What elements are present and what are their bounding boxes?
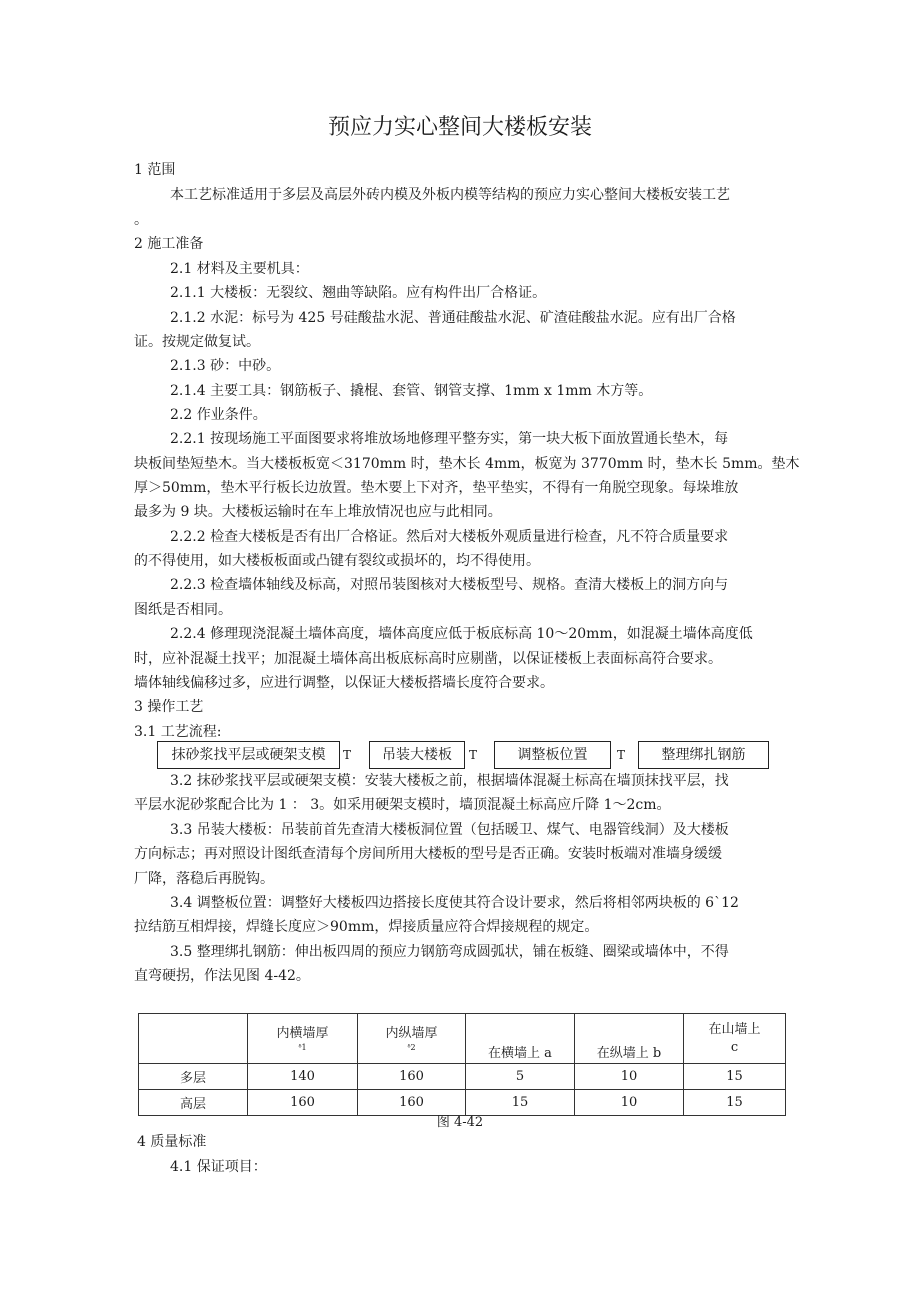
table-header-cell (466, 1014, 575, 1064)
table-row (139, 1064, 786, 1090)
paragraph-line: 厂降，落稳后再脱钩。 (134, 871, 274, 887)
subsection-heading: 4.1 保证项目： (170, 1159, 267, 1175)
table-header-cell (358, 1014, 466, 1064)
flow-step-adjusting: 调整板位置 (494, 741, 611, 769)
header-label: 内横墙厚 (276, 1025, 329, 1041)
table-cell: 10 (575, 1090, 684, 1116)
table-cell: 160 (358, 1064, 466, 1090)
paragraph-line: 墙体轴线偏移过多，应进行调整，以保证大楼板搭墙长度符合要求。 (134, 675, 554, 691)
table-row (139, 1090, 786, 1116)
paragraph-line: 本工艺标准适用于多层及高层外砖内模及外板内模等结构的预应力实心整间大楼板安装工艺 (170, 187, 730, 203)
table-cell: 10 (575, 1064, 684, 1090)
paragraph-line: 2.1.1 大楼板：无裂纹、翘曲等缺陷。应有构件出厂合格证。 (170, 285, 547, 301)
paragraph-line: 3.2 抹砂浆找平层或硬架支模：安装大楼板之前，根据墙体混凝土标高在墙顶抹找平层，找 (170, 773, 729, 789)
paragraph-line: 3.4 调整板位置：调整好大楼板四边搭接长度使其符合设计要求，然后将相邻两块板的 6`12 (170, 895, 739, 911)
table-header-cell (575, 1014, 684, 1064)
paragraph-line: 拉结筋互相焊接，焊缝长度应＞90mm，焊接质量应符合焊接规程的规定。 (134, 919, 599, 935)
subsection-heading: 2.2 作业条件。 (170, 407, 267, 423)
paragraph-line: 平层水泥砂浆配合比为 1 ： 3。如采用硬架支模时，墙顶混凝土标高应斤降 1～2cm。 (134, 797, 671, 813)
paragraph-line: 直弯硬拐，作法见图 4-42。 (134, 968, 310, 984)
section-heading: 3 操作工艺 (134, 699, 204, 715)
section-heading: 2 施工准备 (134, 236, 204, 252)
row-label: 多层 (139, 1064, 248, 1090)
flow-step-hoisting: 吊装大楼板 (369, 741, 465, 769)
flow-arrow: T (343, 748, 352, 762)
table-cell: 160 (358, 1090, 466, 1116)
paragraph-line: 厚＞50mm，垫木平行板长边放置。垫木要上下对齐，垫平垫实，不得有一角脱空现象。每垛堆放 (134, 480, 739, 496)
table-cell: 15 (466, 1090, 575, 1116)
paragraph-line: 时，应补混凝土找平；加混凝土墙体高出板底标高时应剔凿，以保证楼板上表面标高符合要求。 (134, 651, 722, 667)
paragraph-line: 2.2.2 检查大楼板是否有出厂合格证。然后对大楼板外观质量进行检查，凡不符合质量要求 (170, 529, 729, 545)
paragraph-line: 2.1.2 水泥：标号为 425 号硅酸盐水泥、普通硅酸盐水泥、矿渣硅酸盐水泥。应有出厂合格 (170, 310, 736, 326)
header-subscript: ᵟ2 (407, 1042, 416, 1052)
paragraph-line: 3.5 整理绑扎钢筋：伸出板四周的预应力钢筋弯成圆弧状，铺在板缝、圈梁或墙体中，不得 (170, 944, 729, 960)
page-title: 预应力实心整间大楼板安装 (327, 115, 592, 140)
subsection-heading: 3.1 工艺流程: (134, 724, 222, 740)
table-header-cell (248, 1014, 358, 1064)
section-heading: 4 质量标准 (137, 1134, 207, 1150)
header-label: 在山墙上 (708, 1021, 761, 1037)
dimension-table (138, 1013, 786, 1116)
paragraph-line: 。 (134, 212, 148, 228)
paragraph-line: 2.2.1 按现场施工平面图要求将堆放场地修理平整夯实，第一块大板下面放置通长垫木，每 (170, 431, 729, 447)
header-label: 内纵墙厚 (385, 1025, 438, 1041)
paragraph-line: 块板间垫短垫木。当大楼板板宽＜3170mm 时，垫木长 4mm，板宽为 3770mm 时，垫木长 5mm。垫木 (134, 456, 800, 472)
paragraph-line: 2.2.4 修理现浇混凝土墙体高度，墙体高度应低于板底标高 10～20mm，如混凝土墙体高度低 (170, 626, 753, 642)
header-subscript: ᵟ1 (298, 1042, 307, 1052)
table-cell: 160 (248, 1090, 358, 1116)
paragraph-line: 2.2.3 检查墙体轴线及标高，对照吊装图核对大楼板型号、规格。查清大楼板上的洞方向与 (170, 577, 729, 593)
paragraph-line: 2.1.4 主要工具：钢筋板子、撬棍、套管、钢管支撑、1mm x 1mm 木方等。 (170, 383, 653, 399)
flow-step-rebar: 整理绑扎钢筋 (638, 741, 769, 769)
paragraph-line: 方向标志；再对照设计图纸查清每个房间所用大楼板的型号是否正确。安装时板端对准墙身缓缓 (134, 846, 722, 862)
table-header-cell (684, 1014, 786, 1064)
paragraph-line: 2.1.3 砂：中砂。 (170, 358, 281, 374)
flow-arrow: T (617, 748, 626, 762)
paragraph-line: 图纸是否相同。 (134, 602, 232, 618)
table-cell: 15 (684, 1090, 786, 1116)
header-label: 在纵墙上 b (596, 1046, 662, 1061)
paragraph-line: 3.3 吊装大楼板：吊装前首先查清大楼板洞位置（包括暖卫、煤气、电器管线洞）及大楼板 (170, 822, 729, 838)
paragraph-line: 证。按规定做复试。 (134, 334, 260, 350)
flow-step-leveling: 抹砂浆找平层或硬架支模 (157, 741, 340, 769)
figure-caption: 图 4-42 (436, 1115, 484, 1130)
header-label: 在横墙上 a (488, 1046, 552, 1061)
row-label: 高层 (139, 1090, 248, 1116)
subsection-heading: 2.1 材料及主要机具： (170, 261, 309, 277)
paragraph-line: 最多为 9 块。大楼板运输时在车上堆放情况也应与此相同。 (134, 504, 502, 520)
table-corner-cell (139, 1014, 248, 1064)
section-heading: 1 范围 (134, 162, 176, 178)
header-label: c (730, 1039, 739, 1055)
table-cell: 15 (684, 1064, 786, 1090)
paragraph-line: 的不得使用，如大楼板板面或凸键有裂纹或损坏的，均不得使用。 (134, 553, 540, 569)
table-cell: 140 (248, 1064, 358, 1090)
flow-arrow: T (469, 748, 478, 762)
table-cell: 5 (466, 1064, 575, 1090)
